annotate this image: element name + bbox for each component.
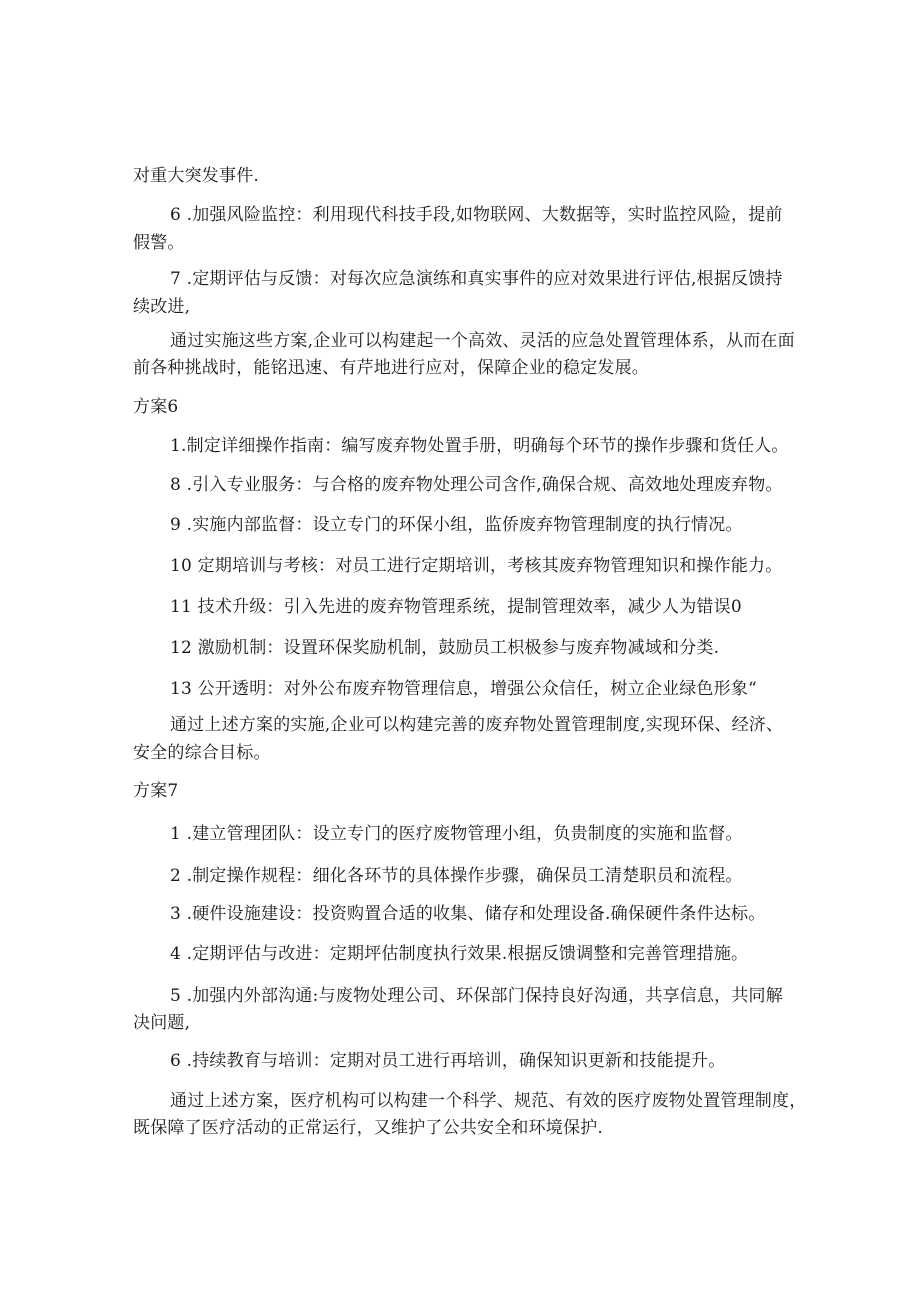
list-item-text: 13 公开透明：对外公布废弃物管理信息，增强公众信任，树立企业绿色形象“ [170,679,757,699]
list-item-text: 1 .建立管理团队：设立专门的医疗废物管理小组，负贵制度的实施和监督。 [170,824,743,844]
paragraph-text: 前各种挑战时，能铭迅速、有芹地进行应对，保障企业的稳定发展。 [133,358,649,378]
paragraph-text: 通过实施这些方案,企业可以构建起一个高效、灵活的应急处置管理体系，从而在面 [170,331,795,351]
list-item-text: 2 .制定操作规程：细化各环节的具体操作步骤，确保员工清楚职员和流程。 [170,866,743,886]
list-item-text: 7 .定期评估与反馈：对每次应急演练和真实事件的应对效果进行评估,根据反馈持 [170,269,783,289]
list-item-text: 11 技术升级：引入先进的废弃物管理系统，提制管理效率，减少人为错误0 [170,597,742,617]
list-item-text: 12 激励机制：设置环保奖励机制，鼓励员工枳极参与废弃物减域和分类. [170,638,720,658]
list-item-text: 假警。 [133,233,185,253]
section-heading: 方案7 [133,781,179,801]
list-item-text: 1.制定详细操作指南：编写废弃物处置手册，明确每个环节的操作步骤和货任人。 [170,436,789,456]
list-item-text: 续改进, [133,297,191,317]
paragraph-text: 既保障了医疗活动的正常运行，又维护了公共安全和环境保护. [133,1118,604,1138]
paragraph-text: 对重大突发事件. [133,166,260,186]
list-item-text: 5 .加强内外部沟通:与废物处理公司、环保部门保持良好沟通，共享信息，共同解 [170,986,783,1006]
list-item-text: 10 定期培训与考核：对员工进行定期培训，考核其废弃物管理知识和操作能力。 [170,556,783,576]
list-item-text: 4 .定期评估与改进：定期坪估制度执行效果.根据反馈调整和完善管理措施。 [170,944,749,964]
paragraph-text: 安全的综合目标。 [133,743,271,763]
list-item-text: 决问题, [133,1013,191,1033]
list-item-text: 6 .加强风险监控：利用现代科技手段,如物联网、大数据等，实时监控风险，提前 [170,205,783,225]
list-item-text: 6 .持续教育与培训：定期对员工进行再培训，确保知识更新和技能提升。 [170,1051,726,1071]
paragraph-text: 通过上述方案的实施,企业可以构建完善的废弃物处置管理制度,实现环保、经济、 [170,715,784,735]
list-item-text: 3 .硬件设施建设：投资购置合适的收集、储存和处理设备.确保硬件条件达标。 [170,904,766,924]
list-item-text: 8 .引入专业服务：与合格的废弃物处理公司含作,确保合规、高效地处理废弃物。 [170,475,783,495]
section-heading: 方案6 [133,397,179,417]
paragraph-text: 通过上述方案，医疗机构可以构建一个科学、规范、有效的医疗废物处置管理制度， [170,1091,807,1111]
list-item-text: 9 .实施内部监督：设立专门的环保小组，监侨废弃物管理制度的执行情况。 [170,515,743,535]
